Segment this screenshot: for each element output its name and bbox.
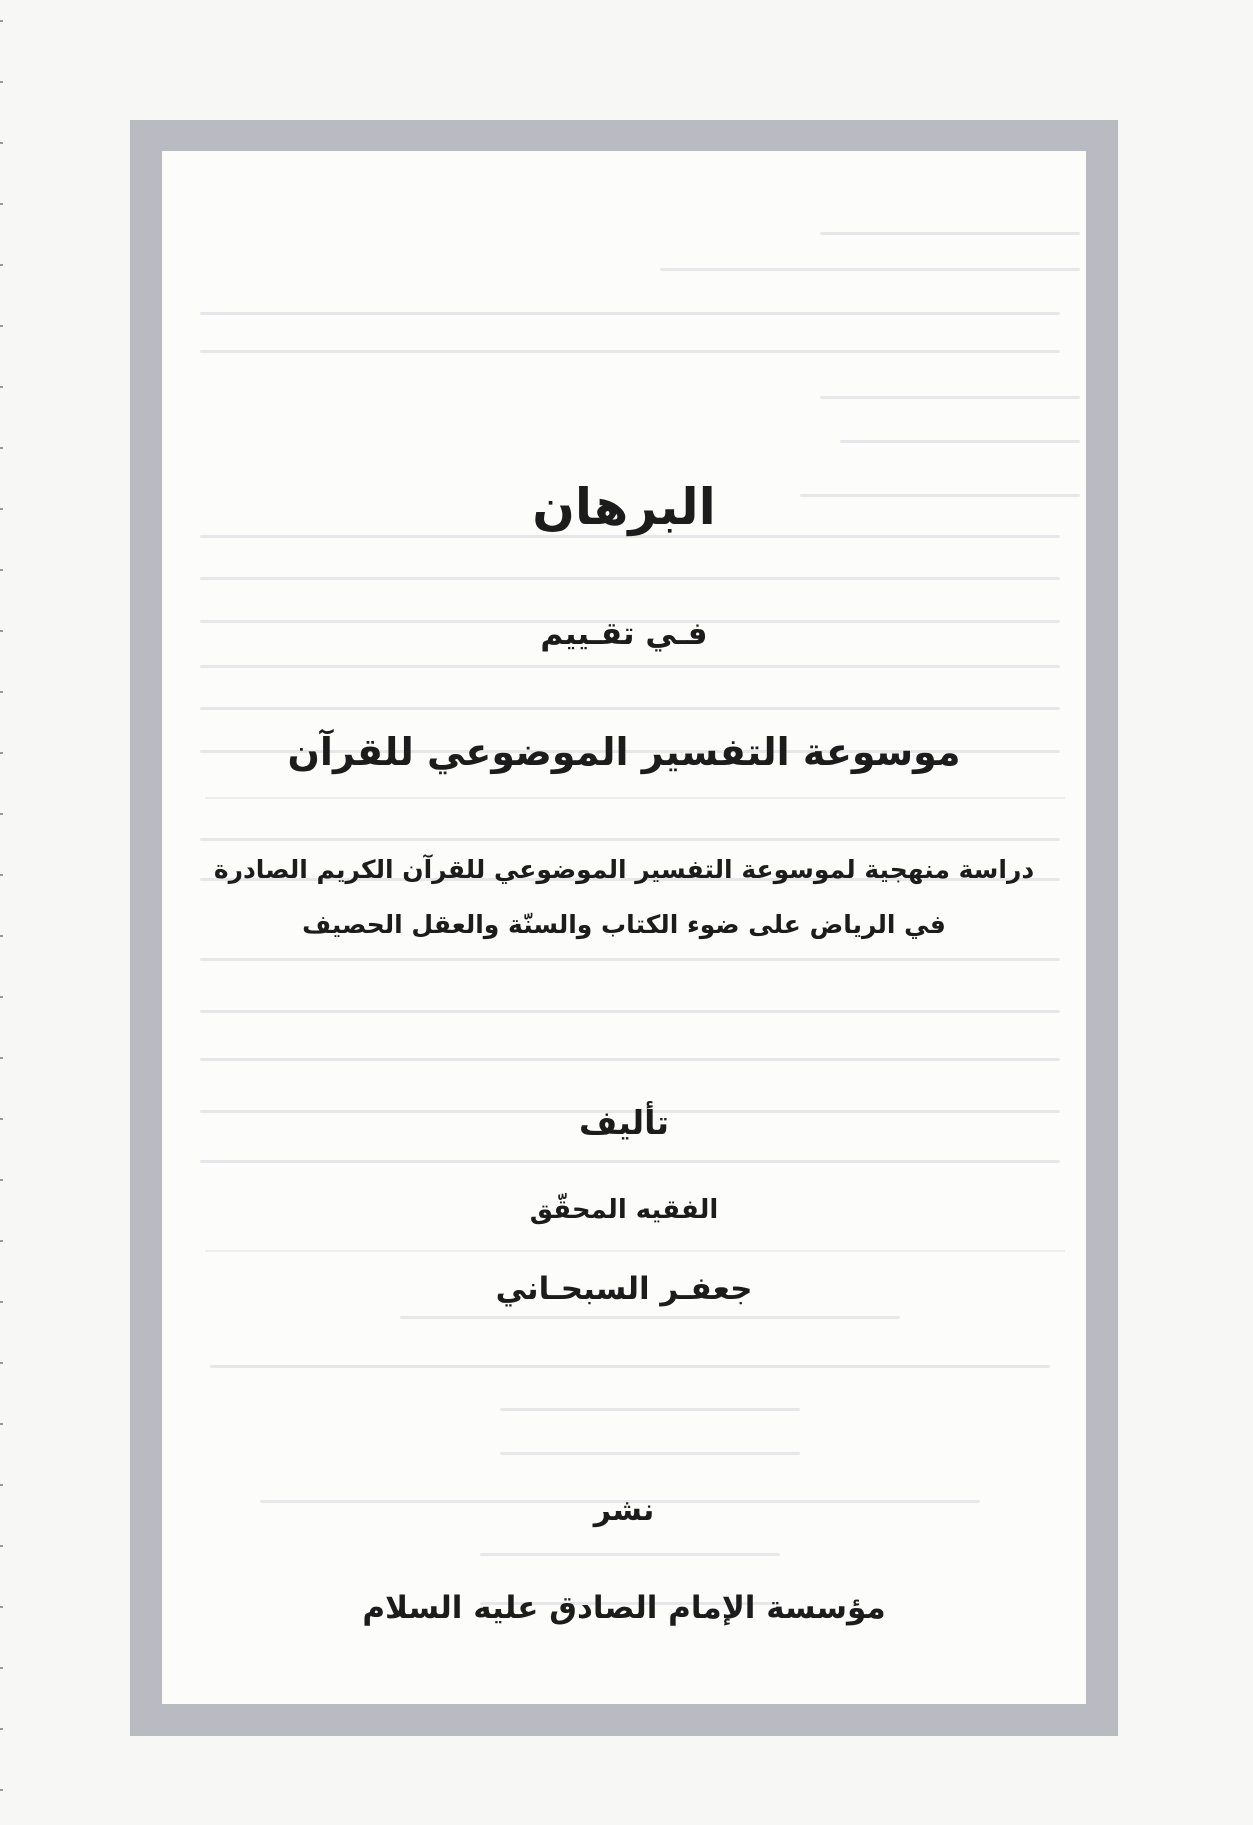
margin-mark — [0, 935, 3, 937]
margin-mark — [0, 1057, 3, 1059]
margin-mark — [0, 1423, 3, 1425]
description-line-1: دراسة منهجية لموسوعة التفسير الموضوعي للقرآن الكريم الصادرة — [213, 855, 1035, 884]
margin-mark — [0, 508, 3, 510]
margin-mark — [0, 264, 3, 266]
margin-mark — [0, 752, 3, 754]
margin-mark — [0, 1179, 3, 1181]
margin-mark — [0, 1789, 3, 1791]
margin-mark — [0, 1667, 3, 1669]
margin-mark — [0, 81, 3, 83]
margin-mark — [0, 996, 3, 998]
margin-mark — [0, 325, 3, 327]
margin-mark — [0, 1606, 3, 1608]
margin-mark — [0, 813, 3, 815]
subtitle-line-2: موسوعة التفسير الموضوعي للقرآن — [287, 730, 961, 774]
margin-mark — [0, 447, 3, 449]
margin-mark — [0, 1362, 3, 1364]
book-title: البرهان — [532, 478, 716, 536]
author-name: جعفـر السبحـاني — [495, 1271, 753, 1307]
margin-mark — [0, 1545, 3, 1547]
margin-mark — [0, 1728, 3, 1730]
margin-mark — [0, 203, 3, 205]
margin-mark — [0, 1484, 3, 1486]
margin-mark — [0, 874, 3, 876]
author-honorific: الفقيه المحقّق — [529, 1195, 719, 1225]
authored-by-label: تأليف — [579, 1103, 669, 1142]
margin-mark — [0, 1240, 3, 1242]
margin-mark — [0, 142, 3, 144]
margin-mark — [0, 1301, 3, 1303]
subtitle-line-1: فـي تقـييم — [540, 616, 708, 652]
margin-mark — [0, 569, 3, 571]
margin-mark — [0, 386, 3, 388]
margin-mark — [0, 1118, 3, 1120]
publisher-name: مؤسسة الإمام الصادق عليه السلام — [362, 1590, 886, 1626]
margin-mark — [0, 630, 3, 632]
scan-margin-marks — [0, 0, 6, 1825]
description-line-2: في الرياض على ضوء الكتاب والسنّة والعقل الحصيف — [302, 910, 946, 939]
margin-mark — [0, 691, 3, 693]
published-by-label: نشر — [593, 1493, 655, 1528]
margin-mark — [0, 20, 3, 22]
